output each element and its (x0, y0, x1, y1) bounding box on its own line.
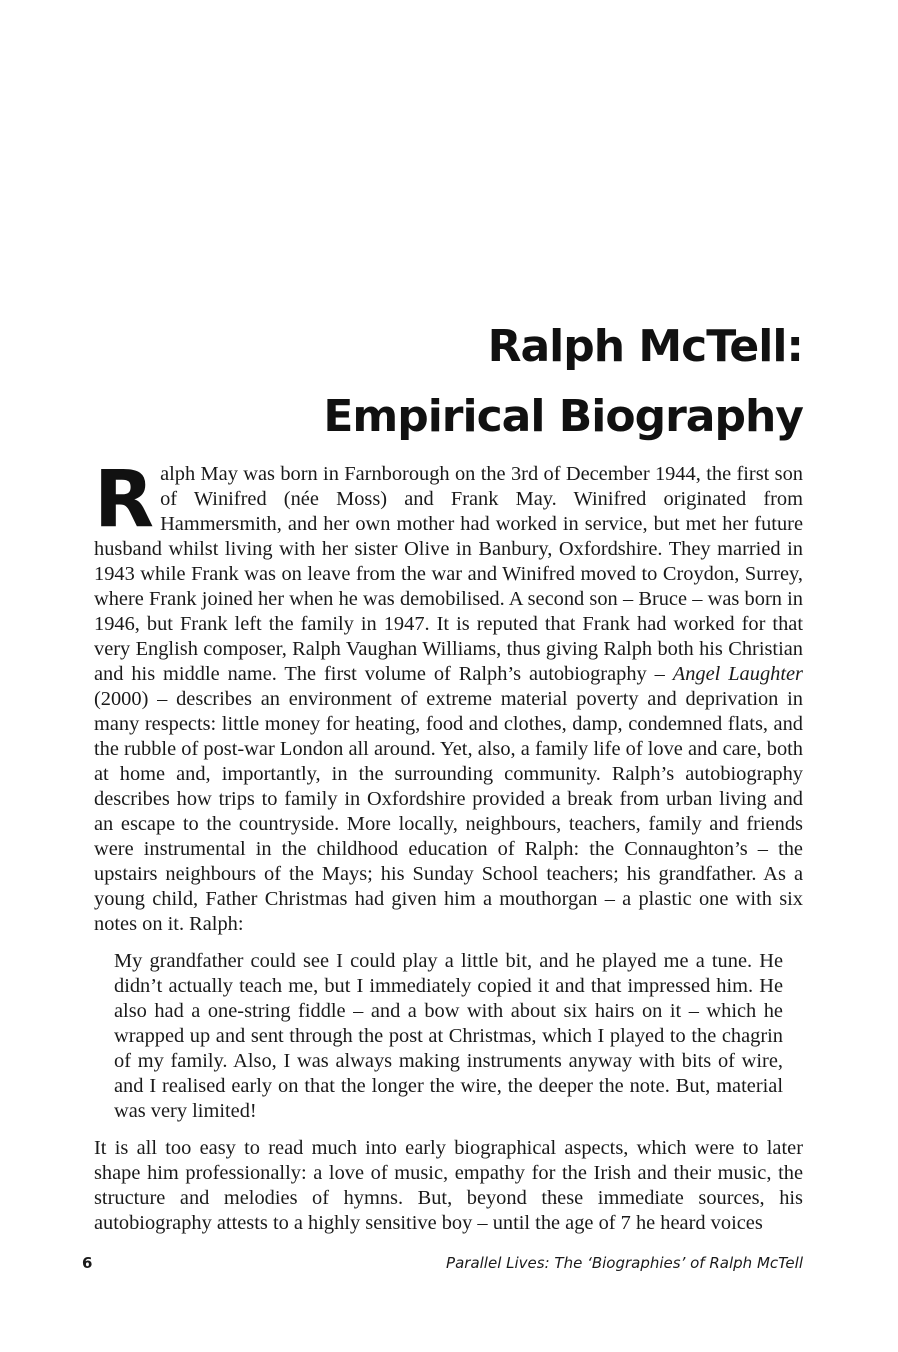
paragraph-1-text-a: alph May was born in Farnborough on the 3rd of December 1944, the first son of Winifred (née Moss) and Frank May. Winifred originated from Hammersmith, and her own mother had worked in service, but met her future husband whilst living with her sister Olive in Banbury, Oxfordshire. They married in 1943 while Frank was on leave from the war and Winifred moved to Croydon, Surrey, where Frank joined her when he was demobilised. A second son – Bruce – was born in 1946, but Frank left the family in 1947. It is reputed that Frank had worked for that very English composer, Ralph Vaughan Williams, thus giving Ralph both his Christian and his middle name. The first volume of Ralph’s autobiography – (94, 463, 803, 685)
page-number: 6 (82, 1254, 93, 1272)
chapter-title (103, 312, 803, 452)
paragraph-1 (94, 455, 803, 937)
page-footer (82, 1254, 803, 1278)
block-quote: My grandfather could see I could play a little bit, and he played me a tune. He didn’t actually teach me, but I immediately copied it and that impressed him. He also had a one-string fiddle – and a bow with about six hairs on it – which he wrapped up and sent through the post at Christmas, which I played to the chagrin of my family. Also, I was always making instruments anyway with bits of wire, and I realised early on that the longer the wire, the deeper the note. But, material was very limited! (114, 950, 783, 1122)
body-text (94, 455, 803, 1236)
chapter-title-line-1: Ralph McTell: (487, 321, 803, 372)
running-title: Parallel Lives: The ‘Biographies’ of Ralph McTell (446, 1254, 803, 1272)
paragraph-2: It is all too easy to read much into early biographical aspects, which were to later shape him professionally: a love of music, empathy for the Irish and their music, the structure and melodies of hymns. But, beyond these immediate sources, his autobiography attests to a highly sensitive boy – until the age of 7 he heard voices (94, 1137, 803, 1234)
chapter-title-line-2: Empirical Biography (323, 391, 803, 442)
book-title-italic: Angel Laughter (672, 663, 803, 685)
drop-cap: R (94, 455, 155, 545)
paragraph-1-text-b: (2000) – describes an environment of extreme material poverty and deprivation in many respects: little money for heating, food and clothes, damp, condemned flats, and the rubble of post-war London all around. Yet, also, a family life of love and care, both at home and, importantly, in the surrounding community. Ralph’s autobiography describes how trips to family in Oxfordshire provided a break from urban living and an escape to the countryside. More locally, neighbours, teachers, family and friends were instrumental in the childhood education of Ralph: the Connaughton’s – the upstairs neighbours of the Mays; his Sunday School teachers; his grandfather. As a young child, Father Christmas had given him a mouthorgan – a plastic one with six notes on it. Ralph: (94, 688, 803, 935)
